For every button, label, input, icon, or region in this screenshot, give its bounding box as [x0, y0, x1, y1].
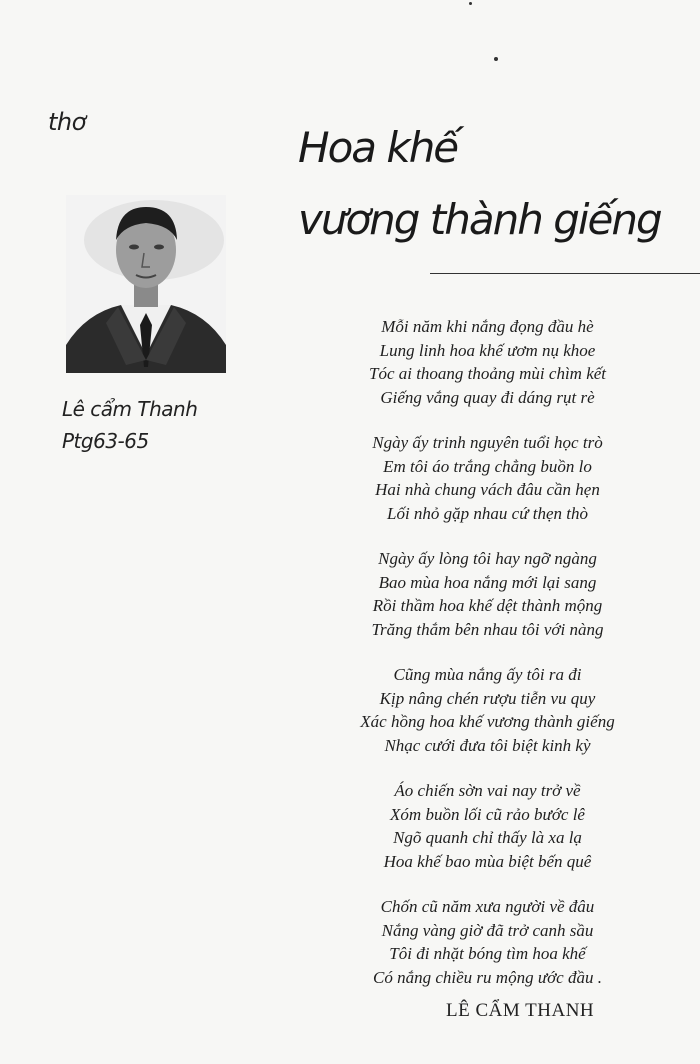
title-divider	[430, 273, 700, 274]
author-portrait	[66, 195, 226, 373]
poem-line: Cũng mùa nắng ấy tôi ra đi	[393, 665, 582, 684]
poem-line: Trăng thắm bên nhau tôi với nàng	[371, 619, 604, 639]
poem-line: Lung linh hoa khế ươm nụ khoe	[379, 340, 596, 360]
poem-line: Rồi thầm hoa khế dệt thành mộng	[372, 596, 603, 615]
poem-stanza	[300, 663, 675, 757]
poem-line: Có nắng chiều ru mộng ước đầu .	[373, 967, 602, 987]
section-label: thơ	[48, 108, 86, 136]
poem-stanza	[300, 315, 675, 409]
poem-line: Ngày ấy lòng tôi hay ngỡ ngàng	[378, 549, 597, 568]
poem-stanza	[300, 895, 675, 989]
poem-title	[298, 112, 661, 256]
poem-title-line-1: Hoa khế	[298, 123, 458, 172]
poem-line: Em tôi áo trắng chẳng buồn lo	[383, 456, 592, 476]
author-photo	[66, 195, 226, 373]
poem-stanza	[300, 779, 675, 873]
poem-line: Giếng vắng quay đi dáng rụt rè	[380, 387, 595, 407]
poem-line: Bao mùa hoa nắng mới lại sang	[378, 572, 597, 592]
author-name: Lê cẩm Thanh	[62, 397, 198, 421]
poem-line: Xóm buồn lối cũ rảo bước lê	[390, 804, 585, 824]
poem-line: Chốn cũ năm xưa người về đâu	[380, 897, 595, 916]
poem-line: Áo chiến sờn vai nay trở về	[394, 781, 581, 800]
poem-line: Nắng vàng giờ đã trở canh sầu	[381, 920, 594, 940]
author-caption	[62, 393, 232, 457]
poem-stanza	[300, 547, 675, 641]
author-class-years: Ptg63-65	[62, 429, 149, 453]
poem-body	[300, 315, 675, 1011]
poem-stanza	[300, 431, 675, 525]
poem-line: Mỗi năm khi nắng đọng đầu hè	[381, 317, 594, 336]
poem-line: Ngày ấy trinh nguyên tuổi học trò	[372, 433, 603, 452]
poem-line: Hai nhà chung vách đâu cần hẹn	[375, 480, 600, 499]
poem-line: Lối nhỏ gặp nhau cứ thẹn thò	[387, 503, 588, 523]
poem-signature: LÊ CẨM THANH	[446, 1000, 595, 1021]
poem-line: Nhạc cưới đưa tôi biệt kinh kỳ	[384, 735, 591, 755]
poem-line: Ngõ quanh chỉ thấy là xa lạ	[393, 828, 582, 847]
scan-speck	[469, 2, 472, 5]
poem-line: Xác hồng hoa khế vương thành giếng	[360, 712, 615, 731]
poem-title-line-2: vương thành giếng	[298, 195, 661, 244]
poem-line: Tóc ai thoang thoảng mùi chìm kết	[368, 364, 607, 383]
poem-line: Hoa khế bao mùa biệt bến quê	[383, 851, 592, 871]
poem-line: Tôi đi nhặt bóng tìm hoa khế	[389, 944, 586, 963]
scan-speck	[494, 57, 498, 61]
poem-line: Kịp nâng chén rượu tiễn vu quy	[379, 688, 596, 708]
